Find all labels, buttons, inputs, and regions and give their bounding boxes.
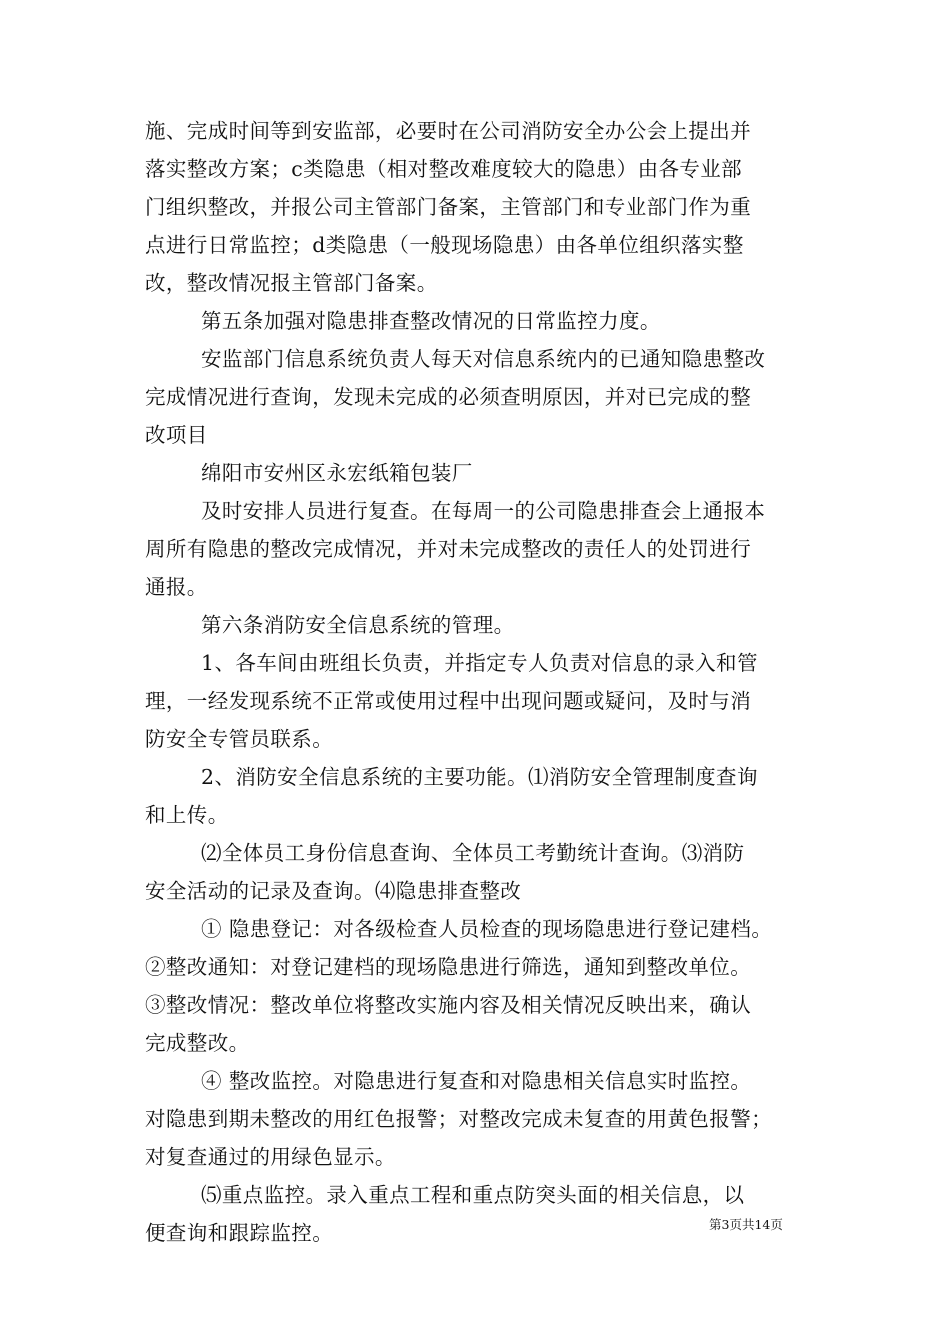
text-line: 1、各车间由班组长负责，并指定专人负责对信息的录入和管 (201, 651, 758, 675)
article-heading: 第五条加强对隐患排查整改情况的日常监控力度。 (201, 309, 661, 333)
text-line: 改，整改情况报主管部门备案。 (145, 271, 438, 295)
text-line: 完成整改。 (145, 1031, 250, 1055)
text-line: 对隐患到期未整改的用红色报警；对整改完成未复查的用黄色报警； (145, 1107, 772, 1131)
text-line: ⑵全体员工身份信息查询、全体员工考勤统计查询。⑶消防 (201, 841, 745, 865)
list-item: ③整改情况：整改单位将整改实施内容及相关情况反映出来，确认 (145, 993, 752, 1017)
text-line: 落实整改方案；c类隐患（相对整改难度较大的隐患）由各专业部 (145, 157, 743, 181)
text-line: 理，一经发现系统不正常或使用过程中出现问题或疑问，及时与消 (145, 689, 752, 713)
text-line: 对复查通过的用绿色显示。 (145, 1145, 396, 1169)
text-line: 通报。 (145, 575, 208, 599)
list-item: ① 隐患登记：对各级检查人员检查的现场隐患进行登记建档。 (201, 917, 773, 941)
text-line: 点进行日常监控；d类隐患（一般现场隐患）由各单位组织落实整 (145, 233, 744, 257)
text-line: 完成情况进行查询，发现未完成的必须查明原因，并对已完成的整 (145, 385, 752, 409)
list-item: ④ 整改监控。对隐患进行复查和对隐患相关信息实时监控。 (201, 1069, 752, 1093)
page-number: 第3页共14页 (709, 1217, 783, 1232)
article-heading: 第六条消防安全信息系统的管理。 (201, 613, 515, 637)
company-name: 绵阳市安州区永宏纸箱包装厂 (201, 461, 473, 485)
text-line: 和上传。 (145, 803, 229, 827)
text-line: 改项目 (145, 423, 208, 447)
text-line: 周所有隐患的整改完成情况，并对未完成整改的责任人的处罚进行 (145, 537, 752, 561)
list-item: ②整改通知：对登记建档的现场隐患进行筛选，通知到整改单位。 (145, 955, 752, 979)
text-line: 及时安排人员进行复查。在每周一的公司隐患排查会上通报本 (201, 499, 766, 523)
text-line: 2、消防安全信息系统的主要功能。⑴消防安全管理制度查询 (201, 765, 758, 789)
text-line: ⑸重点监控。录入重点工程和重点防突头面的相关信息，以 (201, 1183, 745, 1207)
text-line: 安监部门信息系统负责人每天对信息系统内的已通知隐患整改 (201, 347, 766, 371)
text-line: 施、完成时间等到安监部，必要时在公司消防安全办公会上提出并 (145, 119, 752, 143)
text-line: 防安全专管员联系。 (145, 727, 334, 751)
text-line: 安全活动的记录及查询。⑷隐患排查整改 (145, 879, 522, 903)
text-line: 门组织整改，并报公司主管部门备案，主管部门和专业部门作为重 (145, 195, 752, 219)
text-line: 便查询和跟踪监控。 (145, 1221, 334, 1245)
